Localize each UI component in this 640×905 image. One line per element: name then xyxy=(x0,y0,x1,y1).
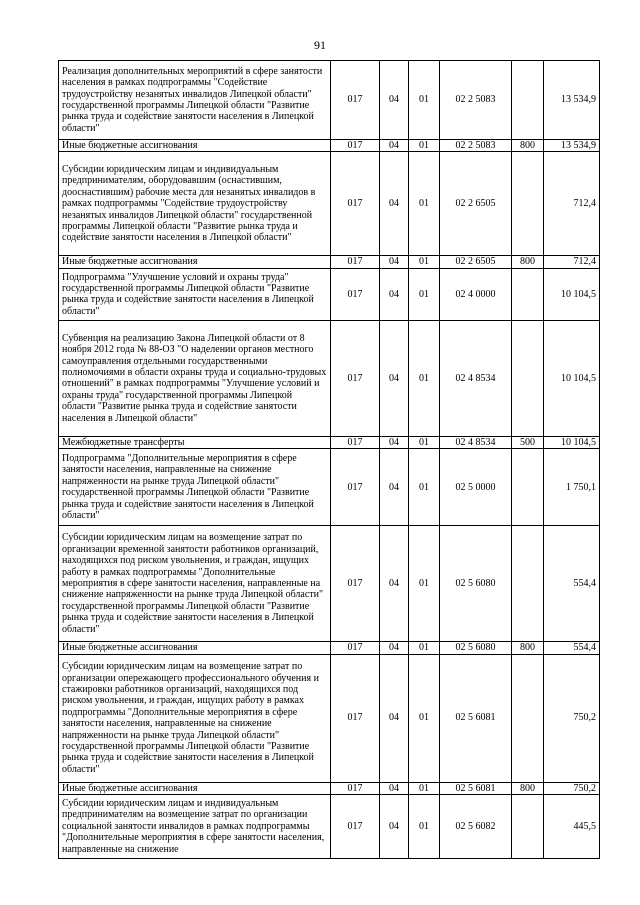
amount: 10 104,5 xyxy=(544,320,600,436)
target-article-code: 02 4 0000 xyxy=(440,268,512,320)
expense-type-code: 800 xyxy=(512,782,544,794)
target-article-code: 02 4 8534 xyxy=(440,320,512,436)
section-code: 04 xyxy=(380,268,409,320)
amount: 13 534,9 xyxy=(544,61,600,140)
target-article-code: 02 2 5083 xyxy=(440,140,512,152)
row-name: Реализация дополнительных мероприятий в сфере занятости населения в рамках подпрограммы "Содействие трудоустройству незанятых инвалидов Липецкой области" государственной программы Липецкой области "Развитие рынка труда и содействие занятости населения в Липецкой области" xyxy=(59,61,331,140)
row-name: Субсидии юридическим лицам и индивидуальным предпринимателям на возмещение затрат по организации социальной занятости инвалидов в рамках подпрограммы "Дополнительные мероприятия в сфере занятости населения, направленные на снижение xyxy=(59,795,331,859)
ministry-code: 017 xyxy=(331,449,380,526)
amount: 13 534,9 xyxy=(544,140,600,152)
section-code: 04 xyxy=(380,449,409,526)
target-article-code: 02 2 6505 xyxy=(440,256,512,268)
expense-type-code xyxy=(512,449,544,526)
table-row xyxy=(59,61,600,140)
expense-type-code xyxy=(512,61,544,140)
ministry-code: 017 xyxy=(331,256,380,268)
table-row xyxy=(59,152,600,256)
section-code: 04 xyxy=(380,152,409,256)
table-row xyxy=(59,268,600,320)
amount: 712,4 xyxy=(544,256,600,268)
section-code: 04 xyxy=(380,140,409,152)
target-article-code: 02 4 8534 xyxy=(440,436,512,448)
amount: 10 104,5 xyxy=(544,436,600,448)
table-row xyxy=(59,436,600,448)
target-article-code: 02 5 6082 xyxy=(440,795,512,859)
section-code: 04 xyxy=(380,61,409,140)
ministry-code: 017 xyxy=(331,152,380,256)
section-code: 04 xyxy=(380,654,409,782)
section-code: 04 xyxy=(380,782,409,794)
subsection-code: 01 xyxy=(409,268,440,320)
expense-type-code xyxy=(512,320,544,436)
row-name: Иные бюджетные ассигнования xyxy=(59,642,331,654)
row-name: Иные бюджетные ассигнования xyxy=(59,256,331,268)
target-article-code: 02 2 5083 xyxy=(440,61,512,140)
budget-table xyxy=(58,60,600,859)
target-article-code: 02 5 0000 xyxy=(440,449,512,526)
expense-type-code: 800 xyxy=(512,256,544,268)
section-code: 04 xyxy=(380,526,409,642)
expense-type-code xyxy=(512,268,544,320)
ministry-code: 017 xyxy=(331,642,380,654)
subsection-code: 01 xyxy=(409,795,440,859)
table-row xyxy=(59,795,600,859)
subsection-code: 01 xyxy=(409,449,440,526)
ministry-code: 017 xyxy=(331,61,380,140)
expense-type-code: 500 xyxy=(512,436,544,448)
amount: 445,5 xyxy=(544,795,600,859)
target-article-code: 02 5 6081 xyxy=(440,654,512,782)
section-code: 04 xyxy=(380,320,409,436)
ministry-code: 017 xyxy=(331,320,380,436)
table-row xyxy=(59,642,600,654)
amount: 554,4 xyxy=(544,526,600,642)
section-code: 04 xyxy=(380,256,409,268)
section-code: 04 xyxy=(380,436,409,448)
expense-type-code: 800 xyxy=(512,642,544,654)
subsection-code: 01 xyxy=(409,256,440,268)
subsection-code: 01 xyxy=(409,654,440,782)
subsection-code: 01 xyxy=(409,526,440,642)
table-row xyxy=(59,654,600,782)
expense-type-code: 800 xyxy=(512,140,544,152)
table-row xyxy=(59,449,600,526)
ministry-code: 017 xyxy=(331,436,380,448)
row-name: Иные бюджетные ассигнования xyxy=(59,140,331,152)
amount: 712,4 xyxy=(544,152,600,256)
amount: 10 104,5 xyxy=(544,268,600,320)
row-name: Иные бюджетные ассигнования xyxy=(59,782,331,794)
section-code: 04 xyxy=(380,642,409,654)
amount: 554,4 xyxy=(544,642,600,654)
target-article-code: 02 5 6080 xyxy=(440,526,512,642)
table-row xyxy=(59,320,600,436)
row-name: Подпрограмма "Дополнительные мероприятия в сфере занятости населения, направленные на снижение напряженности на рынке труда Липецкой области" государственной программы Липецкой области "Развитие рынка труда и содействие занятости населения в Липецкой области" xyxy=(59,449,331,526)
row-name: Субсидии юридическим лицам и индивидуальным предпринимателям, оборудовавшим (оснастившим, дооснастившим) рабочие места для незанятых инвалидов в рамках подпрограммы "Содействие трудоустройству незанятых инвалидов Липецкой области" государственной программы Липецкой области "Развитие рынка труда и содействие занятости населения в Липецкой области" xyxy=(59,152,331,256)
table-row xyxy=(59,140,600,152)
subsection-code: 01 xyxy=(409,152,440,256)
ministry-code: 017 xyxy=(331,526,380,642)
subsection-code: 01 xyxy=(409,320,440,436)
subsection-code: 01 xyxy=(409,61,440,140)
page-number: 91 xyxy=(314,38,326,52)
row-name: Подпрограмма "Улучшение условий и охраны труда" государственной программы Липецкой области "Развитие рынка труда и содействие занятости населения в Липецкой области" xyxy=(59,268,331,320)
subsection-code: 01 xyxy=(409,140,440,152)
row-name: Субсидии юридическим лицам на возмещение затрат по организации опережающего профессионального обучения и стажировки работников организаций, находящихся под риском увольнения, и граждан, ищущих работу в рамках подпрограммы "Дополнительные мероприятия в сфере занятости населения, направленные на снижение напряженности на рынке труда Липецкой области" государственной программы Липецкой области "Развитие рынка труда и содействие занятости населения в Липецкой области" xyxy=(59,654,331,782)
subsection-code: 01 xyxy=(409,436,440,448)
ministry-code: 017 xyxy=(331,782,380,794)
ministry-code: 017 xyxy=(331,140,380,152)
subsection-code: 01 xyxy=(409,642,440,654)
row-name: Межбюджетные трансферты xyxy=(59,436,331,448)
ministry-code: 017 xyxy=(331,795,380,859)
target-article-code: 02 5 6081 xyxy=(440,782,512,794)
amount: 750,2 xyxy=(544,782,600,794)
target-article-code: 02 2 6505 xyxy=(440,152,512,256)
expense-type-code xyxy=(512,654,544,782)
expense-type-code xyxy=(512,152,544,256)
row-name: Субсидии юридическим лицам на возмещение затрат по организации временной занятости работников организаций, находящихся под риском увольнения, и граждан, ищущих работу в рамках подпрограммы "Дополнительные мероприятия в сфере занятости населения, направленные на снижение напряженности на рынке труда Липецкой области" государственной программы Липецкой области "Развитие рынка труда и содействие занятости населения в Липецкой области" xyxy=(59,526,331,642)
subsection-code: 01 xyxy=(409,782,440,794)
section-code: 04 xyxy=(380,795,409,859)
ministry-code: 017 xyxy=(331,654,380,782)
table-row xyxy=(59,256,600,268)
expense-type-code xyxy=(512,526,544,642)
expense-type-code xyxy=(512,795,544,859)
ministry-code: 017 xyxy=(331,268,380,320)
row-name: Субвенция на реализацию Закона Липецкой области от 8 ноября 2012 года № 88-ОЗ "О наделении органов местного самоуправления отдельными государственными полномочиями в области охраны труда и социально-трудовых отношений" в рамках подпрограммы "Улучшение условий и охраны труда" государственной программы Липецкой области "Развитие рынка труда и содействие занятости населения в Липецкой области" xyxy=(59,320,331,436)
amount: 750,2 xyxy=(544,654,600,782)
target-article-code: 02 5 6080 xyxy=(440,642,512,654)
table-row xyxy=(59,782,600,794)
amount: 1 750,1 xyxy=(544,449,600,526)
table-row xyxy=(59,526,600,642)
